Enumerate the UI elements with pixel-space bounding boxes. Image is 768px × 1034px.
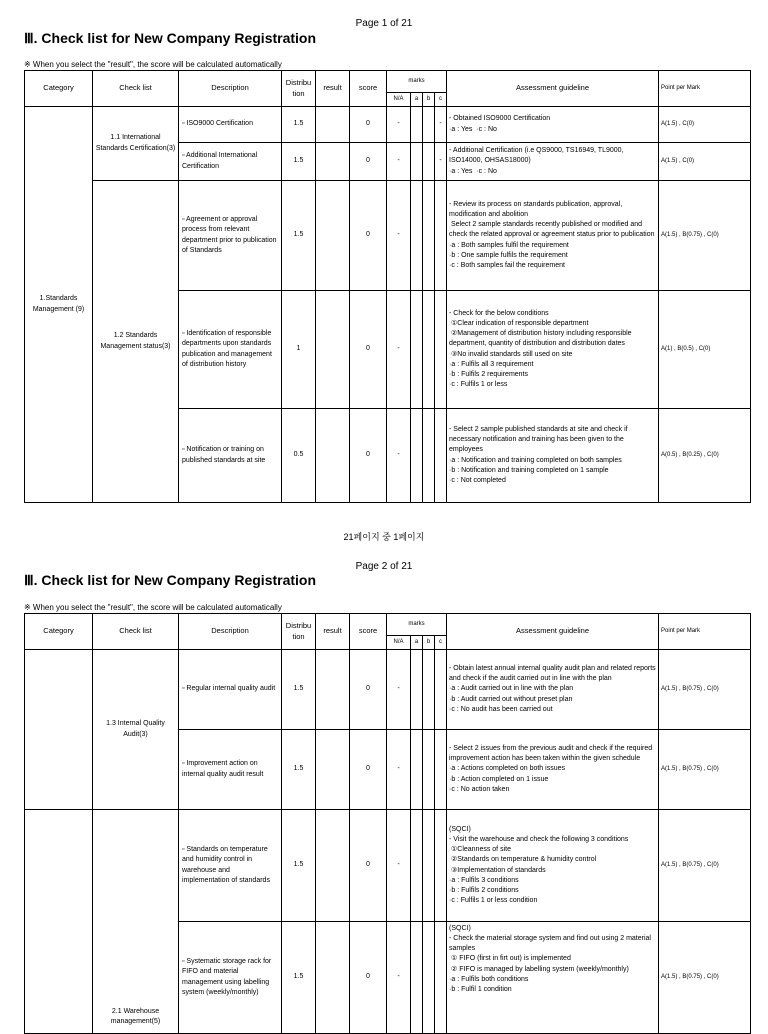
mark-a: [411, 810, 423, 922]
point-per-mark-cell: A(0.5) , B(0.25) , C(0): [659, 409, 751, 503]
check-list-cell: 2.1 Warehouse management(5): [93, 810, 179, 1034]
score-cell: 0: [350, 650, 387, 730]
header-marks: marks: [387, 614, 447, 636]
distribution-cell: 1.5: [282, 810, 316, 922]
mark-c: [435, 409, 447, 503]
table-row: [25, 107, 751, 143]
header-check-list: Check list: [93, 614, 179, 650]
mark-b: [423, 650, 435, 730]
category-cell: 1.Standards Management (9): [25, 107, 93, 503]
mark-b: [423, 810, 435, 922]
checklist-table-page1: [24, 70, 751, 503]
mark-b: [423, 730, 435, 810]
mark-b: [423, 922, 435, 1034]
point-per-mark-cell: A(1.5) , C(0): [659, 143, 751, 181]
table-row: [25, 810, 751, 922]
page-title: Ⅲ. Check list for New Company Registration: [24, 30, 317, 46]
result-select[interactable]: [316, 291, 350, 409]
header-description: Description: [179, 71, 282, 107]
check-list-cell: 1.3 Internal Quality Audit(3): [93, 650, 179, 810]
guideline-cell: - Check for the below conditions ①Clear indication of responsible department ②Management of distribution history including responsible department, quantity of distribution and distribution dates ③No invalid standards still used on site ·a : Fulfils all 3 requirement ·b : Fulfils 2 requirements ·c : Fulfils 1 or less: [447, 291, 659, 409]
header-guideline: Assessment guideline: [447, 614, 659, 650]
mark-b: [423, 291, 435, 409]
point-per-mark-cell: A(1) , B(0.5) , C(0): [659, 291, 751, 409]
score-cell: 0: [350, 107, 387, 143]
header-description: Description: [179, 614, 282, 650]
header-category: Category: [25, 71, 93, 107]
header-distribution: Distribu tion: [282, 614, 316, 650]
point-per-mark-cell: A(1.5) , B(0.75) , C(0): [659, 810, 751, 922]
header-point-per-mark: Point per Mark: [659, 71, 751, 107]
guideline-cell: - Select 2 issues from the previous audit and check if the required improvement action has been taken within the given schedule ·a : Actions completed on both issues ·b : Action completed on 1 issue ·c : No action taken: [447, 730, 659, 810]
mark-c: -: [435, 143, 447, 181]
header-score: score: [350, 614, 387, 650]
description-cell: ▫ ISO9000 Certification: [179, 107, 282, 143]
header-a: a: [411, 93, 423, 107]
distribution-cell: 1.5: [282, 181, 316, 291]
mark-b: [423, 107, 435, 143]
score-cell: 0: [350, 409, 387, 503]
description-cell: ▫ Regular internal quality audit: [179, 650, 282, 730]
mark-c: [435, 730, 447, 810]
header-na: N/A: [387, 93, 411, 107]
guideline-cell: (SQCI) - Check the material storage system and find out using 2 material samples ① FIFO (first in firt out) is implemented ② FIFO is managed by labelling system (weekly/monthly) ·a : Fulfils both conditions ·b : Fulfil 1 condition: [447, 922, 659, 1034]
score-cell: 0: [350, 810, 387, 922]
table-row: [25, 650, 751, 730]
mark-na: -: [387, 181, 411, 291]
page-number: Page 2 of 21: [355, 561, 413, 572]
description-cell: ▫ Identification of responsible departments upon standards publication and management of distribution history: [179, 291, 282, 409]
mark-a: [411, 181, 423, 291]
distribution-cell: 1: [282, 291, 316, 409]
distribution-cell: 1.5: [282, 730, 316, 810]
description-cell: ▫ Standards on temperature and humidity control in warehouse and implementation of standards: [179, 810, 282, 922]
description-cell: ▫ Additional International Certification: [179, 143, 282, 181]
mark-na: -: [387, 730, 411, 810]
mark-a: [411, 291, 423, 409]
distribution-cell: 1.5: [282, 143, 316, 181]
checklist-table-page2: [24, 613, 751, 1034]
description-cell: ▫ Notification or training on published standards at site: [179, 409, 282, 503]
header-distribution: Distribu tion: [282, 71, 316, 107]
guideline-cell: - Select 2 sample published standards at site and check if necessary notification and training has been given to the employees ·a : Notification and training completed on both samples ·b : Notification and training completed on 1 sample ·c : Not completed: [447, 409, 659, 503]
category-cell: [25, 650, 93, 810]
page-footer: 21페이지 중 1페이지: [343, 532, 425, 542]
mark-a: [411, 650, 423, 730]
score-cell: 0: [350, 181, 387, 291]
mark-na: -: [387, 650, 411, 730]
mark-na: -: [387, 143, 411, 181]
score-cell: 0: [350, 291, 387, 409]
mark-c: [435, 291, 447, 409]
mark-a: [411, 107, 423, 143]
page-title: Ⅲ. Check list for New Company Registration: [24, 572, 317, 588]
mark-a: [411, 143, 423, 181]
result-select[interactable]: [316, 730, 350, 810]
point-per-mark-cell: A(1.5) , B(0.75) , C(0): [659, 730, 751, 810]
result-select[interactable]: [316, 107, 350, 143]
mark-c: [435, 650, 447, 730]
category-cell: [25, 810, 93, 1034]
score-cell: 0: [350, 922, 387, 1034]
guideline-cell: (SQCI) - Visit the warehouse and check the following 3 conditions ①Cleanness of site ②Standards on temperature & humidity control ③Implementation of standards ·a : Fulfils 3 conditions ·b : Fulfils 2 conditions ·c : Fulfils 1 or less condition: [447, 810, 659, 922]
result-select[interactable]: [316, 922, 350, 1034]
mark-a: [411, 922, 423, 1034]
mark-na: -: [387, 409, 411, 503]
mark-c: [435, 181, 447, 291]
header-b: b: [423, 93, 435, 107]
guideline-cell: - Obtain latest annual internal quality audit plan and related reports and check if the audit carried out in line with the plan ·a : Audit carried out in line with the plan ·b : Audit carried out without preset plan ·c : No audit has been carried out: [447, 650, 659, 730]
header-score: score: [350, 71, 387, 107]
score-cell: 0: [350, 730, 387, 810]
auto-score-note: ※ When you select the "result", the score will be calculated automatically: [24, 603, 282, 612]
result-select[interactable]: [316, 810, 350, 922]
mark-na: -: [387, 810, 411, 922]
mark-c: [435, 810, 447, 922]
header-guideline: Assessment guideline: [447, 71, 659, 107]
table-row: [25, 181, 751, 291]
point-per-mark-cell: A(1.5) , B(0.75) , C(0): [659, 650, 751, 730]
distribution-cell: 0.5: [282, 409, 316, 503]
guideline-cell: - Additional Certification (i.e QS9000, TS16949, TL9000, ISO14000, OHSAS18000) ·a : Yes ·c : No: [447, 143, 659, 181]
header-category: Category: [25, 614, 93, 650]
point-per-mark-cell: A(1.5) , C(0): [659, 107, 751, 143]
header-result: result: [316, 71, 350, 107]
page-number: Page 1 of 21: [355, 18, 413, 29]
header-result: result: [316, 614, 350, 650]
mark-a: [411, 409, 423, 503]
mark-b: [423, 181, 435, 291]
header-a: a: [411, 636, 423, 650]
mark-c: -: [435, 107, 447, 143]
mark-b: [423, 409, 435, 503]
score-cell: 0: [350, 143, 387, 181]
guideline-cell: - Review its process on standards publication, approval, modification and abolition Select 2 sample standards recently published or modified and check the related approval or agreement status prior to publication ·a : Both samples fulfil the requirement ·b : One sample fulfils the requirement ·c : Both samples fail the requirement: [447, 181, 659, 291]
distribution-cell: 1.5: [282, 650, 316, 730]
mark-c: [435, 922, 447, 1034]
result-select[interactable]: [316, 143, 350, 181]
header-point-per-mark: Point per Mark: [659, 614, 751, 650]
auto-score-note: ※ When you select the "result", the score will be calculated automatically: [24, 60, 282, 69]
mark-b: [423, 143, 435, 181]
header-c: c: [435, 636, 447, 650]
description-cell: ▫ Agreement or approval process from relevant department prior to publication of Standards: [179, 181, 282, 291]
header-na: N/A: [387, 636, 411, 650]
guideline-cell: - Obtained ISO9000 Certification ·a : Yes ·c : No: [447, 107, 659, 143]
mark-na: -: [387, 107, 411, 143]
description-cell: ▫ Improvement action on internal quality audit result: [179, 730, 282, 810]
result-select[interactable]: [316, 409, 350, 503]
description-cell: ▫ Systematic storage rack for FIFO and material management using labelling system (weekly/monthly): [179, 922, 282, 1034]
result-select[interactable]: [316, 181, 350, 291]
mark-na: -: [387, 291, 411, 409]
point-per-mark-cell: A(1.5) , B(0.75) , C(0): [659, 922, 751, 1034]
result-select[interactable]: [316, 650, 350, 730]
header-marks: marks: [387, 71, 447, 93]
header-b: b: [423, 636, 435, 650]
check-list-cell: 1.2 Standards Management status(3): [93, 181, 179, 503]
header-check-list: Check list: [93, 71, 179, 107]
distribution-cell: 1.5: [282, 922, 316, 1034]
point-per-mark-cell: A(1.5) , B(0.75) , C(0): [659, 181, 751, 291]
mark-na: -: [387, 922, 411, 1034]
check-list-cell: 1.1 International Standards Certification(3): [93, 107, 179, 181]
distribution-cell: 1.5: [282, 107, 316, 143]
header-c: c: [435, 93, 447, 107]
mark-a: [411, 730, 423, 810]
